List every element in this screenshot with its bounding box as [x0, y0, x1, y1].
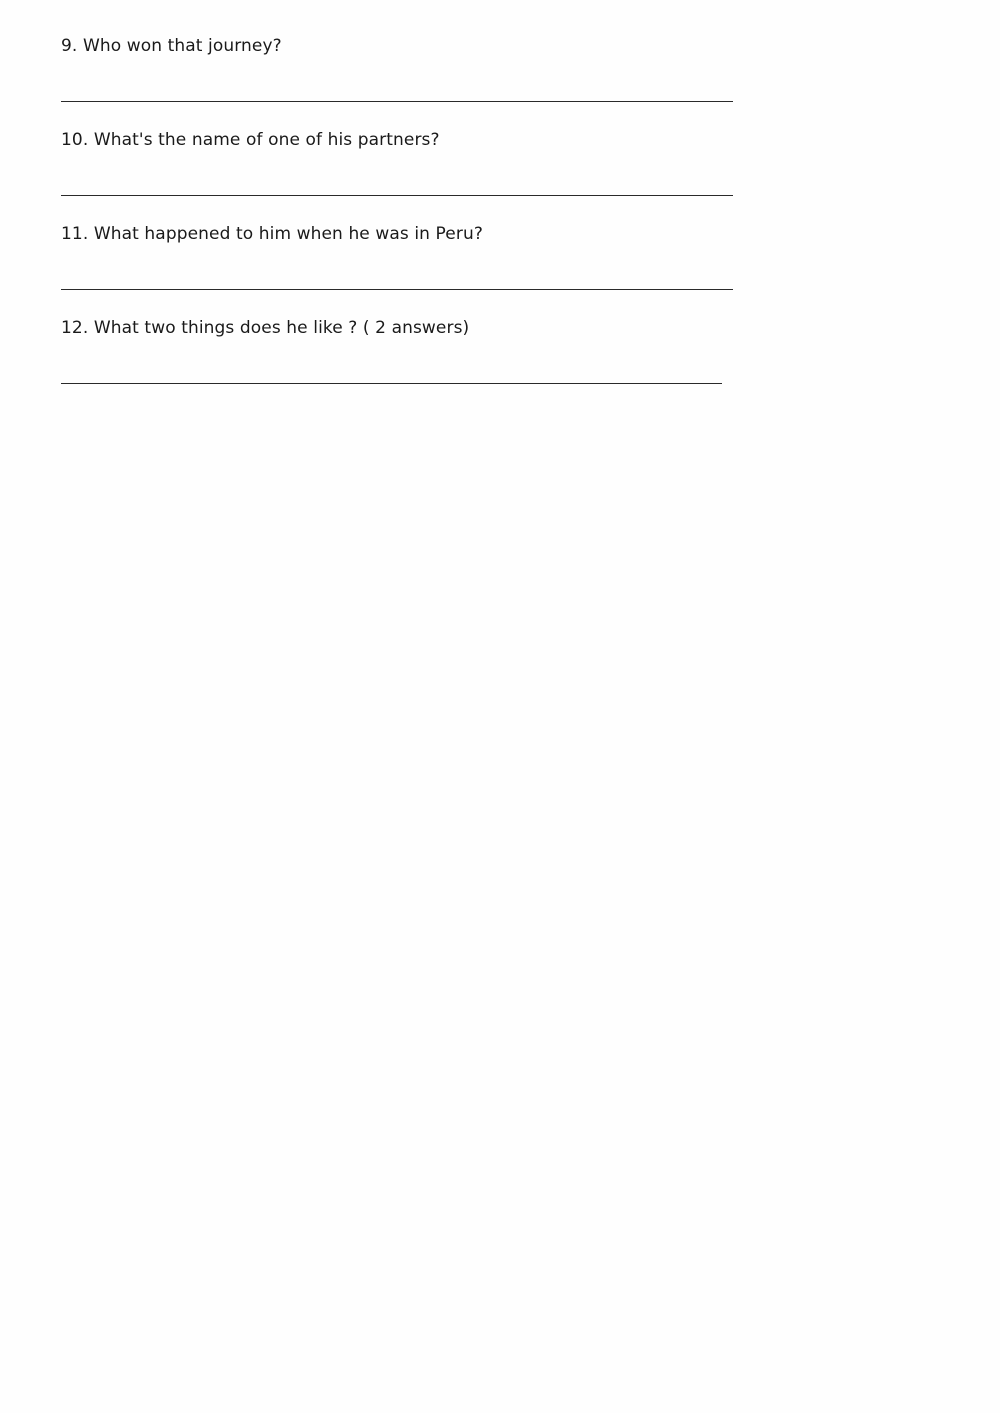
question-number: 9. [61, 36, 78, 56]
question-number: 11. [61, 224, 89, 244]
question-number: 10. [61, 130, 89, 150]
question-prompt: What two things does he like ? ( 2 answers) [93, 318, 470, 338]
question-number: 12. [61, 318, 89, 338]
question-prompt: What's the name of one of his partners? [93, 130, 440, 150]
question-prompt: What happened to him when he was in Peru? [93, 224, 483, 244]
question-11-text [61, 224, 483, 244]
answer-line-11[interactable] [61, 289, 733, 290]
question-9-text [61, 36, 282, 56]
answer-line-10[interactable] [61, 195, 733, 196]
question-prompt: Who won that journey? [82, 36, 282, 56]
question-10-text [61, 130, 440, 150]
answer-line-12[interactable] [61, 383, 722, 384]
question-12-text [61, 318, 469, 338]
answer-line-9[interactable] [61, 101, 733, 102]
